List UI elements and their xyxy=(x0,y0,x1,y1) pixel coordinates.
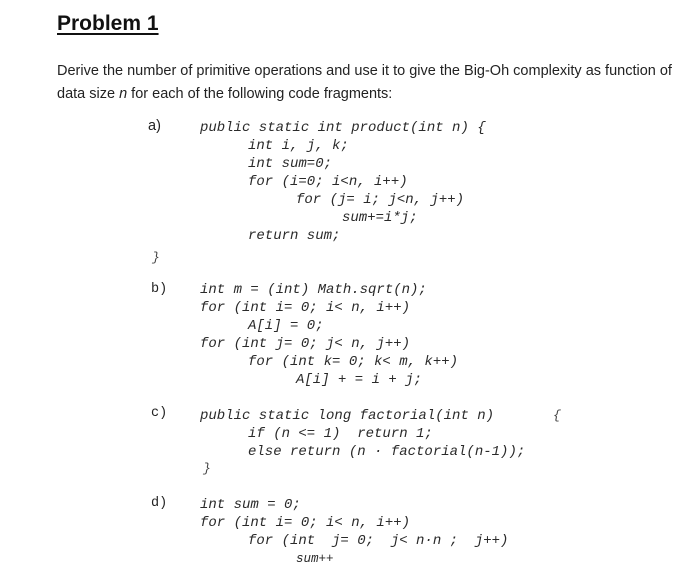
fragment-d-line-2: for (int i= 0; i< n, i++) xyxy=(200,515,411,531)
fragment-b-line-1: int m = (int) Math.sqrt(n); xyxy=(200,282,427,298)
fragment-c-line-1: public static long factorial(int n) xyxy=(200,408,495,424)
fragment-d-label: d) xyxy=(151,496,168,511)
fragment-c-closing-brace: } xyxy=(203,461,211,476)
fragment-a-line-5: for (j= i; j<n, j++) xyxy=(296,192,465,208)
fragment-d-line-4: sum++ xyxy=(296,552,334,566)
fragment-b-line-4: for (int j= 0; j< n, j++) xyxy=(200,336,411,352)
intro-variable-n: n xyxy=(119,86,128,102)
fragment-b-line-3: A[i] = 0; xyxy=(248,318,324,334)
fragment-a-line-3: int sum=0; xyxy=(248,156,333,172)
fragment-a-label: a) xyxy=(148,118,161,134)
problem-title: Problem 1 xyxy=(57,12,159,35)
fragment-b-label: b) xyxy=(151,282,168,297)
fragment-d-line-1: int sum = 0; xyxy=(200,497,301,513)
fragment-b-line-6: A[i] + = i + j; xyxy=(296,372,423,388)
fragment-c-label: c) xyxy=(151,406,168,421)
fragment-c-line-3: else return (n · factorial(n-1)); xyxy=(248,444,526,460)
fragment-a-line-4: for (i=0; i<n, i++) xyxy=(248,174,408,190)
fragment-a-closing-brace: } xyxy=(152,250,160,265)
fragment-a-line-2: int i, j, k; xyxy=(248,138,349,154)
problem-instructions xyxy=(57,60,687,106)
intro-text-end: for each of the following code fragments: xyxy=(127,86,393,102)
fragment-a-line-7: return sum; xyxy=(248,228,341,244)
fragment-c-line-2: if (n <= 1) return 1; xyxy=(248,426,433,442)
fragment-d-line-3: for (int j= 0; j< n·n ; j++) xyxy=(248,533,509,549)
fragment-c-open-brace: { xyxy=(553,408,561,423)
fragment-a-line-1: public static int product(int n) { xyxy=(200,120,486,136)
fragment-b-line-5: for (int k= 0; k< m, k++) xyxy=(248,354,459,370)
fragment-b-line-2: for (int i= 0; i< n, i++) xyxy=(200,300,411,316)
intro-text-start: Derive the number of primitive operations and use it to give the Big-Oh complexity as function of data size xyxy=(57,63,672,102)
fragment-a-line-6: sum+=i*j; xyxy=(342,210,418,226)
